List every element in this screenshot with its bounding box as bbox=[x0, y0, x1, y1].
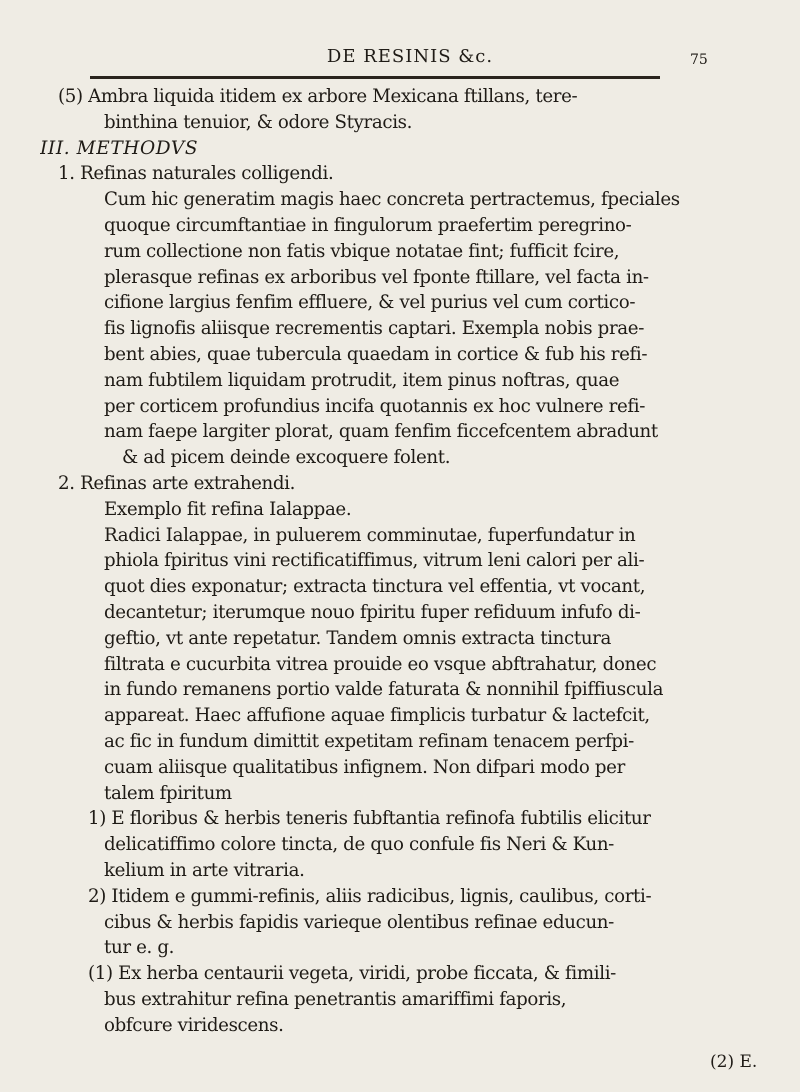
page-number: 75 bbox=[690, 52, 708, 68]
text-line: kelium in arte vitraria. bbox=[104, 859, 305, 881]
text-line: obfcure viridescens. bbox=[104, 1014, 284, 1036]
text-line: phiola fpiritus vini rectificatiffimus, vitrum leni calori per ali- bbox=[104, 550, 645, 572]
text-line: nam faepe largiter plorat, quam fenfim ficcefcentem abradunt bbox=[104, 421, 658, 443]
list-item: 2) Itidem e gummi-refinis, aliis radicibus, lignis, caulibus, corti- bbox=[88, 885, 652, 907]
subsection-heading: 2. Refinas arte extrahendi. bbox=[58, 472, 296, 494]
text-line: geftio, vt ante repetatur. Tandem omnis extracta tinctura bbox=[104, 627, 612, 649]
text-line: plerasque refinas ex arboribus vel fponte ftillare, vel facta in- bbox=[104, 266, 649, 288]
text-line: (5) Ambra liquida itidem ex arbore Mexicana ftillans, tere- bbox=[58, 86, 578, 107]
subsection-heading: 1. Refinas naturales colligendi. bbox=[58, 163, 334, 185]
catchword: (2) E. bbox=[710, 1052, 758, 1072]
text-line: delicatiffimo colore tincta, de quo confule fis Neri & Kun- bbox=[104, 834, 614, 856]
text-line: filtrata e cucurbita vitrea prouide eo vsque abftrahatur, donec bbox=[104, 653, 657, 675]
running-head: DE RESINIS &c. bbox=[326, 46, 494, 67]
text-line: cibus & herbis fapidis varieque olentibus refinae educun- bbox=[104, 911, 614, 933]
text-line: in fundo remanens portio valde faturata & nonnihil fpiffiuscula bbox=[104, 679, 664, 701]
text-line: tur e. g. bbox=[104, 937, 175, 959]
text-line: quoque circumftantiae in fingulorum praefertim peregrino- bbox=[104, 214, 632, 236]
text-line: bus extrahitur refina penetrantis amariffimi faporis, bbox=[104, 988, 567, 1010]
text-line: appareat. Haec affufione aquae fimplicis turbatur & lactefcit, bbox=[104, 705, 650, 727]
text-line: ac fic in fundum dimittit expetitam refinam tenacem perfpi- bbox=[104, 730, 634, 752]
text-line: per corticem profundius incifa quotannis ex hoc vulnere refi- bbox=[104, 395, 646, 417]
text-line: cifione largius fenfim effluere, & vel purius vel cum cortico- bbox=[104, 292, 636, 314]
text-line: & ad picem deinde excoquere folent. bbox=[122, 447, 451, 469]
text-line: nam fubtilem liquidam protrudit, item pinus noftras, quae bbox=[104, 369, 620, 391]
text-line: bent abies, quae tubercula quaedam in cortice & fub his refi- bbox=[104, 343, 648, 365]
text-line: Exemplo fit refina Ialappae. bbox=[104, 498, 352, 520]
text-line: Cum hic generatim magis haec concreta pertractemus, fpeciales bbox=[104, 189, 680, 211]
list-item: 1) E floribus & herbis teneris fubftantia refinofa fubtilis elicitur bbox=[88, 808, 651, 830]
header-rule bbox=[90, 76, 660, 79]
section-heading: III. METHODVS bbox=[40, 137, 199, 159]
text-line: fis lignofis aliisque recrementis captari. Exempla nobis prae- bbox=[104, 318, 645, 340]
body-text bbox=[40, 84, 780, 1038]
text-line: rum collectione non fatis vbique notatae fint; fufficit fcire, bbox=[104, 240, 620, 262]
text-line: decantetur; iterumque nouo fpiritu fuper refiduum infufo di- bbox=[104, 601, 641, 623]
text-line: Radici Ialappae, in puluerem comminutae, fuperfundatur in bbox=[104, 524, 636, 546]
text-line: binthina tenuior, & odore Styracis. bbox=[104, 111, 413, 133]
text-line: cuam aliisque qualitatibus infignem. Non difpari modo per bbox=[104, 756, 625, 778]
list-item: (1) Ex herba centaurii vegeta, viridi, probe ficcata, & fimili- bbox=[88, 963, 616, 985]
text-line: quot dies exponatur; extracta tinctura vel effentia, vt vocant, bbox=[104, 576, 646, 598]
text-line: talem fpiritum bbox=[104, 782, 232, 804]
